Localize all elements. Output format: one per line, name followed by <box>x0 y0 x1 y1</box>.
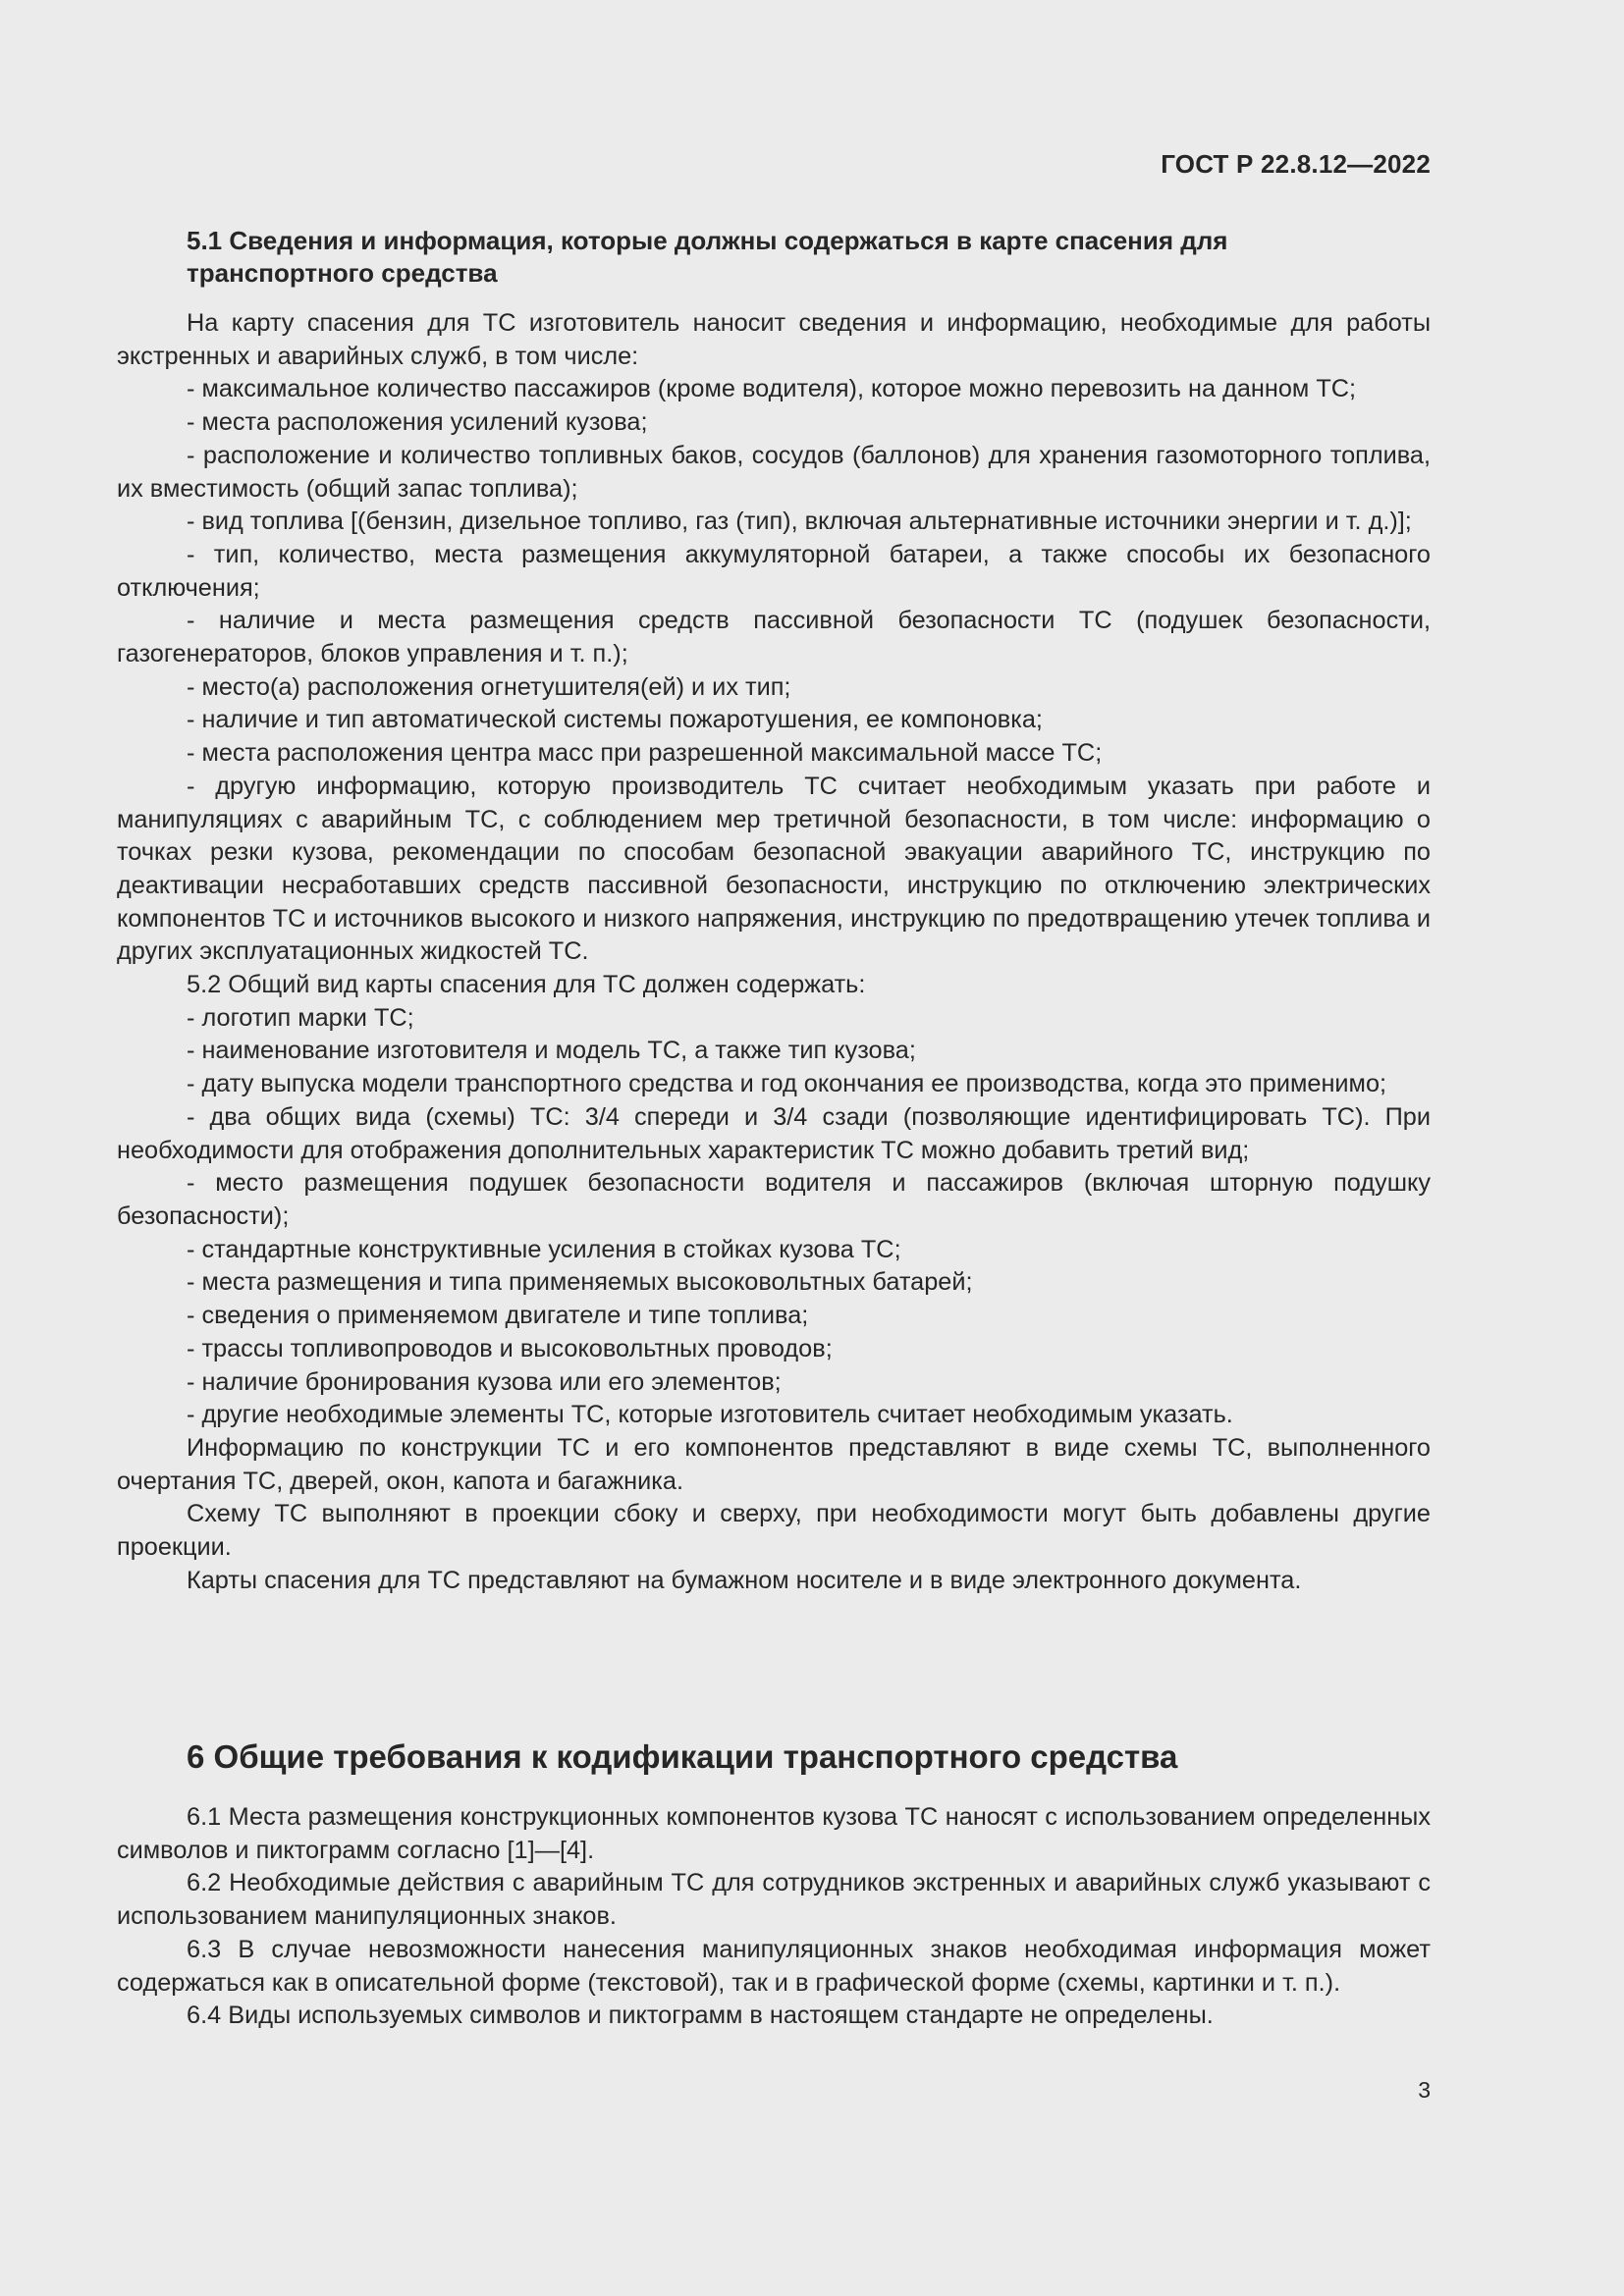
page-number: 3 <box>1418 2077 1431 2103</box>
section-5-body <box>117 307 1431 1597</box>
list-item: - место размещения подушек безопасности водителя и пассажиров (включая шторную подушку безопасности); <box>117 1169 1431 1230</box>
paragraph: 6.3 В случае невозможности нанесения манипуляционных знаков необходимая информация может содержаться как в описательной форме (текстовой), так и в графической форме (схемы, картинки и т. п.). <box>117 1935 1431 1997</box>
list-item: - вид топлива [(бензин, дизельное топливо, газ (тип), включая альтернативные источники энергии и т. д.)]; <box>187 507 1412 536</box>
list-item: - наличие и места размещения средств пассивной безопасности ТС (подушек безопасности, газогенераторов, блоков управления и т. п.); <box>117 607 1431 668</box>
paragraph: Карты спасения для ТС представляют на бумажном носителе и в виде электронного документа. <box>187 1566 1302 1594</box>
list-item: - максимальное количество пассажиров (кроме водителя), которое можно перевозить на данном ТС; <box>187 375 1357 403</box>
list-item: - наименование изготовителя и модель ТС, а также тип кузова; <box>187 1037 916 1065</box>
list-item: - дату выпуска модели транспортного средства и год окончания ее производства, когда это применимо; <box>187 1070 1387 1098</box>
section-6-heading: 6 Общие требования к кодификации транспортного средства <box>187 1738 1178 1775</box>
list-item: - места расположения усилений кузова; <box>187 408 648 437</box>
paragraph: Информацию по конструкции ТС и его компонентов представляют в виде схемы ТС, выполненного очертания ТС, дверей, окон, капота и багажника. <box>117 1433 1431 1495</box>
list-item: - сведения о применяемом двигателе и типе топлива; <box>187 1302 809 1330</box>
list-item: - места размещения и типа применяемых высоковольтных батарей; <box>187 1268 973 1297</box>
list-item: - наличие и тип автоматической системы пожаротушения, ее компоновка; <box>187 706 1043 734</box>
document-code-header: ГОСТ Р 22.8.12—2022 <box>1161 149 1431 179</box>
list-item: - другие необходимые элементы ТС, которые изготовитель считает необходимым указать. <box>187 1401 1233 1429</box>
list-item: - наличие бронирования кузова или его элементов; <box>187 1367 782 1396</box>
section-5-2-intro: 5.2 Общий вид карты спасения для ТС должен содержать: <box>187 971 866 999</box>
document-page <box>117 0 1431 2296</box>
section-5-1-intro: На карту спасения для ТС изготовитель наносит сведения и информацию, необходимые для работы экстренных и аварийных служб, в том числе: <box>117 309 1431 370</box>
paragraph: 6.2 Необходимые действия с аварийным ТС для сотрудников экстренных и аварийных служб указывают с использованием манипуляционных знаков. <box>117 1869 1431 1931</box>
list-item: - расположение и количество топливных баков, сосудов (баллонов) для хранения газомоторного топлива, их вместимость (общий запас топлива); <box>117 441 1431 503</box>
list-item: - место(а) расположения огнетушителя(ей) и их тип; <box>187 672 791 701</box>
list-item: - места расположения центра масс при разрешенной максимальной массе ТС; <box>187 739 1103 768</box>
list-item: - два общих вида (схемы) ТС: 3/4 спереди и 3/4 сзади (позволяющие идентифицировать ТС). При необходимости для отображения дополнительных характеристик ТС можно добавить третий вид; <box>117 1102 1431 1164</box>
list-item: - тип, количество, места размещения аккумуляторной батареи, а также способы их безопасного отключения; <box>117 540 1431 602</box>
list-item: - стандартные конструктивные усиления в стойках кузова ТС; <box>187 1235 901 1263</box>
subsection-5-1-heading: 5.1 Сведения и информация, которые должны содержаться в карте спасения для транспортного средства <box>187 226 1228 288</box>
list-item: - трассы топливопроводов и высоковольтных проводов; <box>187 1334 833 1362</box>
paragraph: 6.1 Места размещения конструкционных компонентов кузова ТС наносят с использованием определенных символов и пиктограмм согласно [1]—[4]. <box>117 1803 1431 1864</box>
list-item: - другую информацию, которую производитель ТС считает необходимым указать при работе и манипуляциях с аварийным ТС, с соблюдением мер третичной безопасности, в том числе: информацию о точках резки кузова, рекомендации по способам безопасной эвакуации аварийного ТС, инструкцию по деактивации несработавших средств пассивной безопасности, инструкцию по отключению электрических компонентов ТС и источников высокого и низкого напряжения, инструкцию по предотвращению утечек топлива и других эксплуатационных жидкостей ТС. <box>117 772 1431 966</box>
paragraph: Схему ТС выполняют в проекции сбоку и сверху, при необходимости могут быть добавлены другие проекции. <box>117 1500 1431 1562</box>
paragraph: 6.4 Виды используемых символов и пиктограмм в настоящем стандарте не определены. <box>187 2002 1214 2030</box>
section-6-body <box>117 1801 1431 2033</box>
list-item: - логотип марки ТС; <box>187 1003 414 1032</box>
